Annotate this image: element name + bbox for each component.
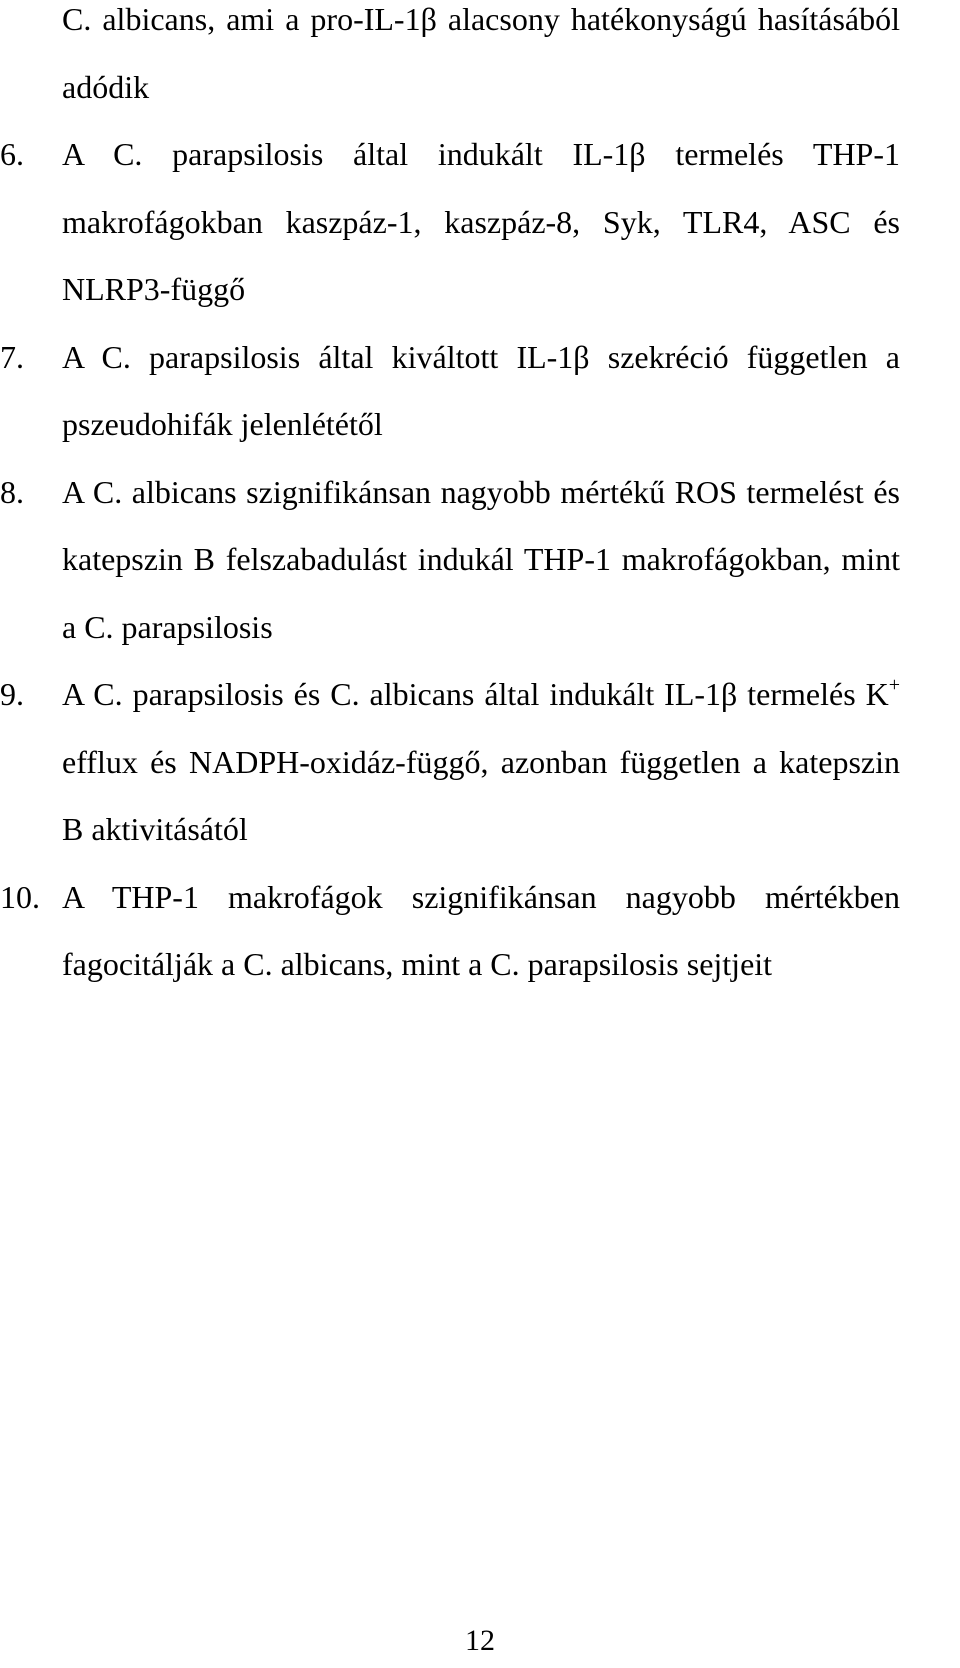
list-item-text-start: A C. parapsilosis és C. albicans által indukált IL-1β termelés K	[62, 676, 889, 712]
list-item-text: A C. albicans szignifikánsan nagyobb mértékű ROS termelést és katepszin B felszabadulást indukál THP-1 makrofágokban, mint a C. parapsilosis	[62, 473, 900, 645]
list-item-text: A C. parapsilosis által kiváltott IL-1β szekréció független a pszeudohifák jelenlététől	[62, 338, 900, 442]
page-number: 12	[465, 1624, 495, 1657]
superscript-plus: +	[888, 674, 900, 696]
list-item-number: 7.	[0, 338, 24, 375]
list-item-text: A THP-1 makrofágok szignifikánsan nagyobb mértékben fagocitálják a C. albicans, mint a C. parapsilosis sejtjeit	[62, 878, 900, 982]
list-item	[0, 459, 900, 662]
list-item	[0, 864, 900, 999]
list-item-number: 8.	[0, 473, 24, 510]
list-item-text: C. albicans, ami a pro-IL-1β alacsony hatékonyságú hasításából adódik	[62, 1, 900, 105]
list-item-number: 9.	[0, 676, 24, 712]
list-item	[0, 324, 900, 459]
list-item	[0, 661, 900, 864]
list-item-number: 10.	[0, 878, 40, 915]
list-item	[0, 121, 900, 324]
list-item-text: A C. parapsilosis által indukált IL-1β termelés THP-1 makrofágokban kaszpáz-1, kaszpáz-8, Syk, TLR4, ASC és NLRP3-függő	[62, 136, 900, 307]
list-item	[0, 0, 900, 121]
list-item-text-end: efflux és NADPH-oxidáz-függő, azonban független a katepszin B aktivitásától	[62, 743, 900, 847]
list-item-number: 6.	[0, 136, 24, 172]
